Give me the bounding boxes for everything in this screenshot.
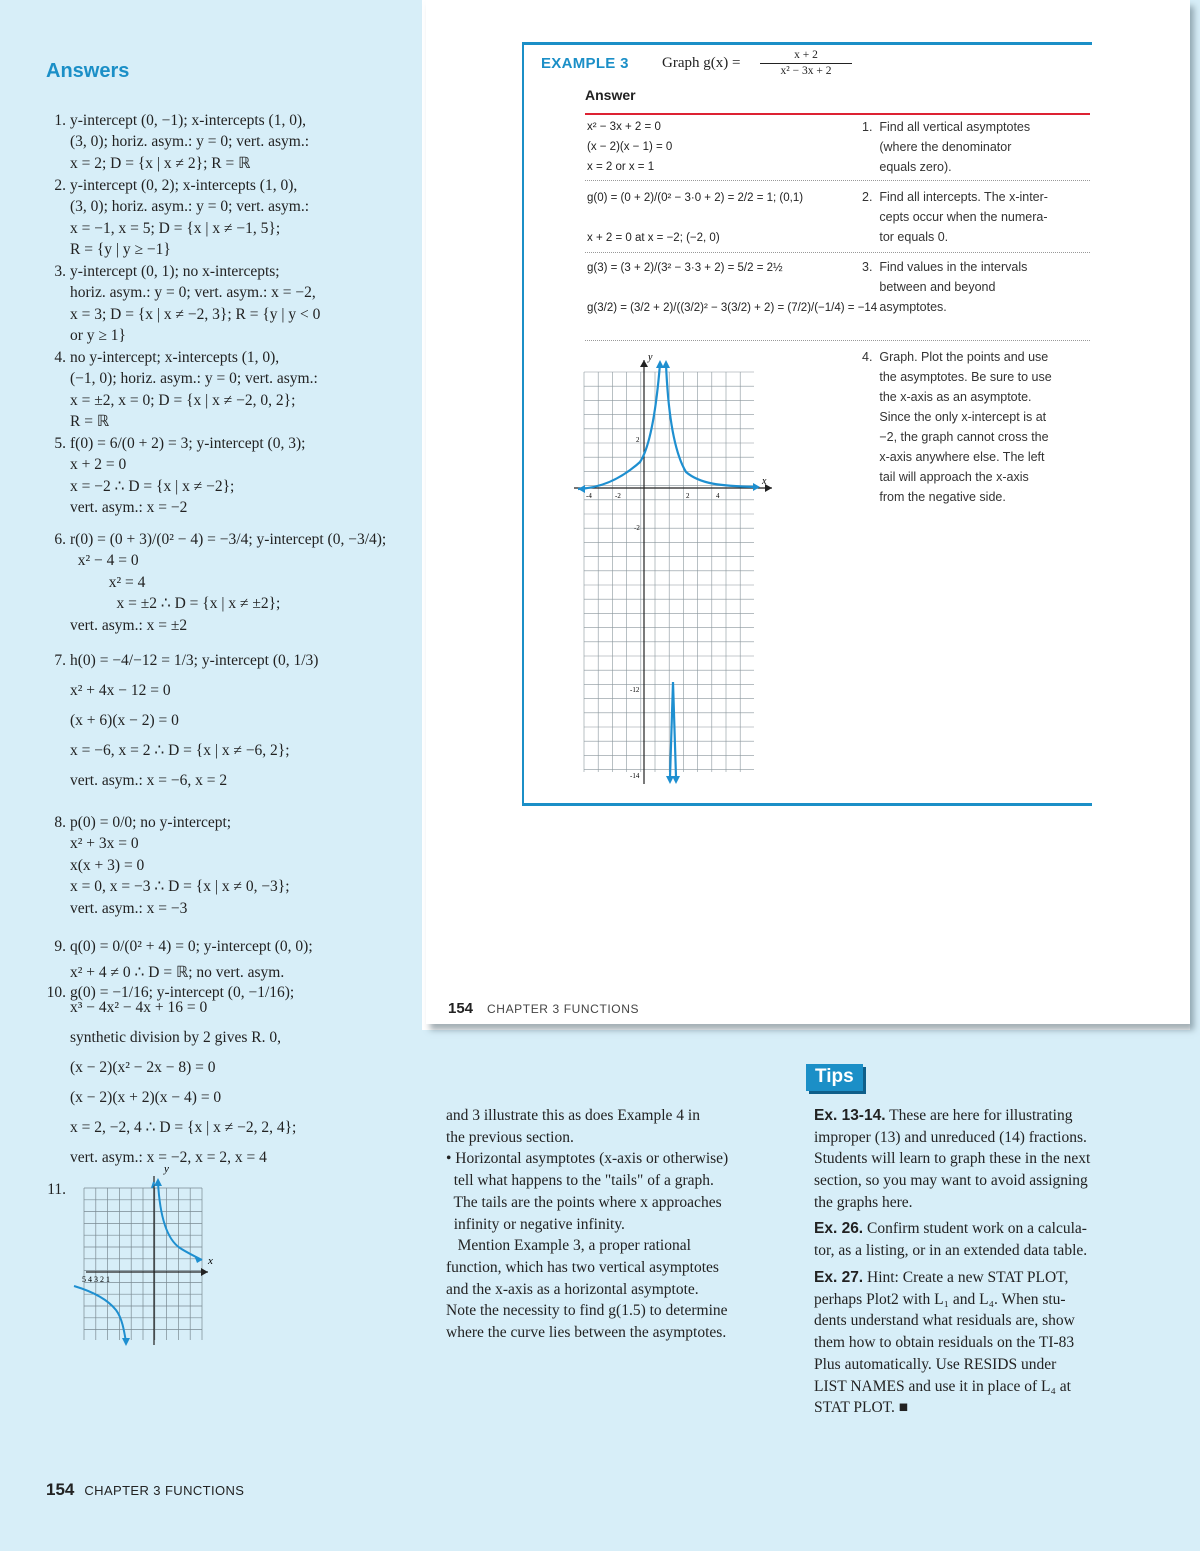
divider: [585, 340, 1090, 341]
arrow-icon: [662, 360, 670, 368]
right-margin-strip: [1190, 0, 1200, 1030]
x-axis-label: x: [762, 476, 767, 487]
step-4: 4. Graph. Plot the points and use the asymptotes. Be sure to use the x-axis as an asymptote. Since the only x-intercept is at −2, the graph cannot cross the x-axis anywhere else. The left tail will approach the x-axis from the negative side.: [862, 350, 1052, 504]
divider: [585, 252, 1090, 253]
tips-text: [814, 1218, 1087, 1261]
work-step-3: g(3) = (3 + 2)/(3² − 3·3 + 2) = 5/2 = 2½ g(3/2) = (3/2 + 2)/((3/2)² − 3(3/2) + 2) = (7/2)/(−1/4) = −14: [587, 262, 878, 314]
right-branch: [158, 1182, 202, 1260]
tip-body: Hint: Create a new STAT PLOT, perhaps Plot2 with L₁ and L₄. When stu- dents understand what residuals are, show them how to obtain residuals on the TI-83 Plus automatically. Use RESIDS under LIST NAMES and use it in place of L₄ at STAT PLOT. ■: [814, 1269, 1075, 1417]
x-tick-label: -2: [615, 492, 621, 500]
answer-rule: [585, 113, 1090, 115]
y-tick-label: -12: [630, 686, 640, 694]
tips-text: [814, 1105, 1090, 1214]
tip-body: These are here for illustrating improper (13) and unreduced (14) fractions. Students will learn to graph these in the next section, so you may want to avoid assigning the graphs here.: [814, 1107, 1091, 1211]
fraction-numerator: x + 2: [794, 49, 818, 61]
y-tick-label: -2: [634, 524, 640, 532]
y-tick-label: 2: [636, 436, 640, 444]
x-tick-label: 2: [686, 492, 690, 500]
divider: [585, 180, 1090, 181]
answer-item: 10. g(0) = −1/16; y-intercept (0, −1/16); x³ − 4x² − 4x + 16 = 0 synthetic division by 2 gives R. 0, (x − 2)(x² − 2x − 8) = 0 (x − 2)(x + 2)(x − 4) = 0 x = 2, −2, 4 ∴ D = {x | x ≠ −2, 2, 4}; vert. asym.: x = −2, x = 2, x = 4: [46, 984, 297, 1166]
answer-item: 1. y-intercept (0, −1); x-intercepts (1, 0), (3, 0); horiz. asym.: y = 0; vert. asym.: x = 2; D = {x | x ≠ 2}; R = ℝ: [54, 111, 310, 172]
work-step-1: x² − 3x + 2 = 0 (x − 2)(x − 1) = 0 x = 2 or x = 1: [587, 121, 673, 173]
answer-item: 7. h(0) = −4/−12 = 1/3; y-intercept (0, 1/3) x² + 4x − 12 = 0 (x + 6)(x − 2) = 0 x = −6, x = 2 ∴ D = {x | x ≠ −6, 2}; vert. asym.: x = −6, x = 2: [54, 652, 319, 789]
page-footer: [448, 1000, 639, 1018]
work-step-2: g(0) = (0 + 2)/(0² − 3·0 + 2) = 2/2 = 1; (0,1) x + 2 = 0 at x = −2; (−2, 0): [587, 192, 804, 244]
arrow-icon: [578, 485, 585, 493]
tips-badge: Tips: [806, 1064, 863, 1091]
step-3: 3. Find values in the intervals between and beyond asymptotes.: [862, 260, 1028, 314]
tip-heading: Ex. 27.: [814, 1269, 864, 1286]
y-tick-label: -14: [630, 772, 640, 780]
middle-branch: [670, 682, 676, 777]
x-tick-labels: 5 4 3 2 1: [82, 1275, 110, 1284]
x-axis-label: x: [208, 1255, 213, 1267]
answer-heading: Answer: [585, 87, 636, 103]
y-axis-arrow-icon: [640, 360, 648, 367]
page-number: 154: [448, 1000, 474, 1017]
x-tick-label: -4: [586, 492, 592, 500]
x-axis-arrow-icon: [201, 1268, 208, 1276]
tip-heading: Ex. 26.: [814, 1220, 864, 1237]
arrow-icon: [122, 1338, 130, 1346]
page-footer: [46, 1480, 244, 1500]
example-fraction: [760, 48, 852, 79]
example-title: Graph g(x) =: [662, 55, 741, 71]
chapter-label: CHAPTER 3 FUNCTIONS: [84, 1483, 245, 1498]
tips-text: [814, 1267, 1075, 1419]
answer-item: 3. y-intercept (0, 1); no x-intercepts; horiz. asym.: y = 0; vert. asym.: x = −2, x = 3; D = {x | x ≠ −2, 3}; R = {y | y < 0 or y ≥ 1}: [54, 262, 321, 345]
step-1: 1. Find all vertical asymptotes (where the denominator equals zero).: [862, 120, 1031, 174]
page-number: 154: [46, 1480, 75, 1499]
answer-11-graph: [68, 1160, 216, 1350]
answer-item: 5. f(0) = 6/(0 + 2) = 3; y-intercept (0, 3); x + 2 = 0 x = −2 ∴ D = {x | x ≠ −2}; vert. asym.: x = −2: [54, 434, 306, 517]
tip-body: Confirm student work on a calcula- tor, as a listing, or in an extended data table.: [814, 1220, 1088, 1259]
answer-item: 6. r(0) = (0 + 3)/(0² − 4) = −3/4; y-intercept (0, −3/4); x² − 4 = 0 x² = 4 x = ±2 ∴ D = {x | x ≠ ±2}; vert. asym.: x = ±2: [54, 530, 387, 634]
arrow-icon: [672, 776, 680, 784]
fraction-denominator: x² − 3x + 2: [760, 63, 852, 79]
arrow-icon: [753, 483, 760, 491]
x-tick-label: 4: [716, 492, 720, 500]
answer-item: 4. no y-intercept; x-intercepts (1, 0), (−1, 0); horiz. asym.: y = 0; vert. asym.: x = ±2, x = 0; D = {x | x ≠ −2, 0, 2}; R = ℝ: [54, 348, 318, 431]
answer-item: 11.: [47, 1180, 66, 1198]
left-branch: [578, 364, 660, 489]
example-label: EXAMPLE 3: [541, 55, 629, 72]
answer-item: 9. q(0) = 0/(0² + 4) = 0; y-intercept (0, 0); x² + 4 ≠ 0 ∴ D = ℝ; no vert. asym.: [54, 938, 313, 981]
answer-item: 2. y-intercept (0, 2); x-intercepts (1, 0), (3, 0); horiz. asym.: y = 0; vert. asym.: x = −1, x = 5; D = {x | x ≠ −1, 5}; R = {y | y ≥ −1}: [54, 176, 310, 259]
step-2: 2. Find all intercepts. The x-inter- cepts occur when the numera- tor equals 0.: [862, 190, 1048, 244]
chapter-label: CHAPTER 3 FUNCTIONS: [487, 1002, 640, 1016]
teaching-notes: and 3 illustrate this as does Example 4 in the previous section. • Horizontal asymptotes (x-axis or otherwise) tell what happens to the "tails" of a graph. The tails are the points where x approaches infinity or negative infinity. Mention Example 3, a proper rational function, which has two vertical asymptotes and the x-axis as a horizontal asymptote. Note the necessity to find g(1.5) to determine where the curve lies between the asymptotes.: [446, 1107, 729, 1342]
tip-heading: Ex. 13-14.: [814, 1107, 886, 1124]
answer-item: 8. p(0) = 0/0; no y-intercept; x² + 3x = 0 x(x + 3) = 0 x = 0, x = −3 ∴ D = {x | x ≠ 0, −3}; vert. asym.: x = −3: [54, 813, 290, 917]
example-graph: [560, 352, 790, 788]
y-axis-label: y: [648, 352, 653, 363]
answers-heading: Answers: [46, 60, 130, 82]
right-branch: [666, 364, 756, 487]
arrow-icon: [154, 1178, 162, 1186]
y-axis-label: y: [164, 1163, 169, 1175]
